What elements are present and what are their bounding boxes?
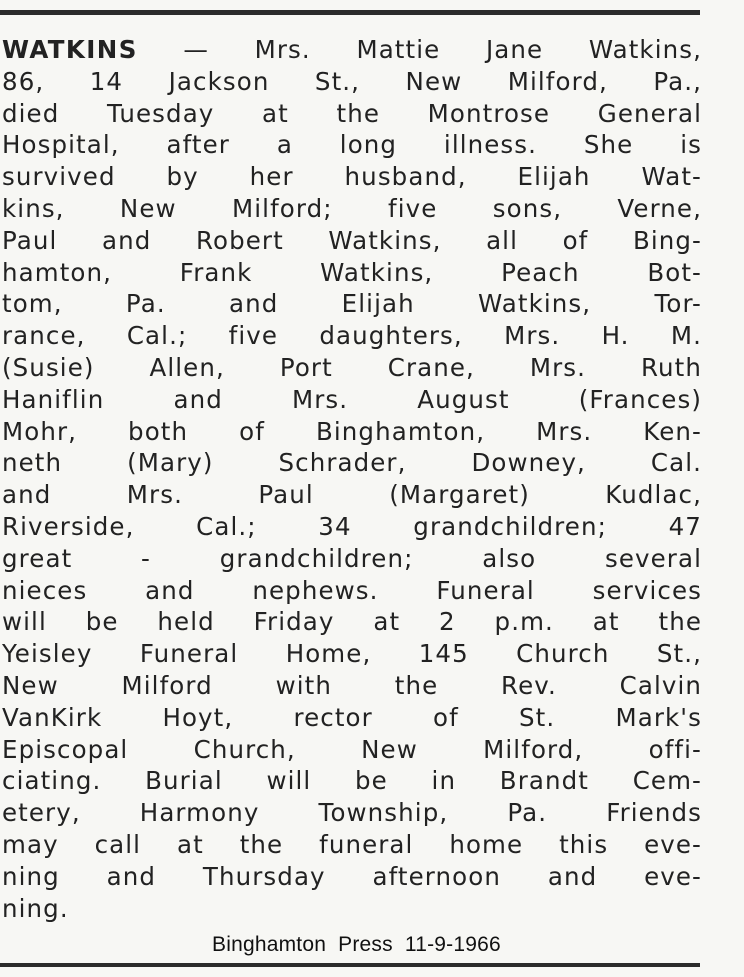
source-caption: Binghamton Press 11-9-1966 (212, 933, 501, 956)
obituary-surname: WATKINS (2, 35, 138, 64)
obituary-line: hamton, Frank Watkins, Peach Bot- (2, 257, 702, 287)
obituary-line-text: — Mrs. Mattie Jane Watkins, (137, 35, 702, 64)
obituary-line: and Mrs. Paul (Margaret) Kudlac, (2, 480, 702, 510)
bottom-column-rule (0, 963, 700, 967)
obituary-line: New Milford with the Rev. Calvin (2, 670, 702, 700)
obituary-line: Mohr, both of Binghamton, Mrs. Ken- (2, 416, 702, 446)
obituary-line: survived by her husband, Elijah Wat- (2, 162, 702, 192)
obituary-line: Riverside, Cal.; 34 grandchildren; 47 (2, 511, 702, 541)
obituary-line-last: ning. (2, 893, 69, 923)
obituary-line: died Tuesday at the Montrose General (2, 98, 702, 128)
obituary-line: Haniflin and Mrs. August (Frances) (2, 384, 702, 414)
obituary-line: etery, Harmony Township, Pa. Friends (2, 798, 702, 828)
obituary-line: great - grandchildren; also several (2, 543, 702, 573)
obituary-line: kins, New Milford; five sons, Verne, (2, 193, 702, 223)
obituary-line: rance, Cal.; five daughters, Mrs. H. M. (2, 321, 702, 351)
obituary-line: neth (Mary) Schrader, Downey, Cal. (2, 448, 702, 478)
obituary-line: nieces and nephews. Funeral services (2, 575, 702, 605)
obituary-line: ning and Thursday afternoon and eve- (2, 861, 702, 891)
obituary-line: may call at the funeral home this eve- (2, 829, 702, 859)
obituary-line: ciating. Burial will be in Brandt Cem- (2, 766, 702, 796)
obituary-line: 86, 14 Jackson St., New Milford, Pa., (2, 66, 702, 96)
obituary-line: (Susie) Allen, Port Crane, Mrs. Ruth (2, 352, 702, 382)
obituary-line: Hospital, after a long illness. She is (2, 130, 702, 160)
obituary-line: Paul and Robert Watkins, all of Bing- (2, 225, 702, 255)
obituary-line-1 (2, 34, 702, 66)
obituary-text (2, 34, 702, 924)
obituary-line: Episcopal Church, New Milford, offi- (2, 734, 702, 764)
obituary-line: tom, Pa. and Elijah Watkins, Tor- (2, 289, 702, 319)
obituary-line: Yeisley Funeral Home, 145 Church St., (2, 639, 702, 669)
obituary-line: will be held Friday at 2 p.m. at the (2, 607, 702, 637)
obituary-line: VanKirk Hoyt, rector of St. Mark's (2, 702, 702, 732)
top-column-rule (0, 10, 700, 15)
